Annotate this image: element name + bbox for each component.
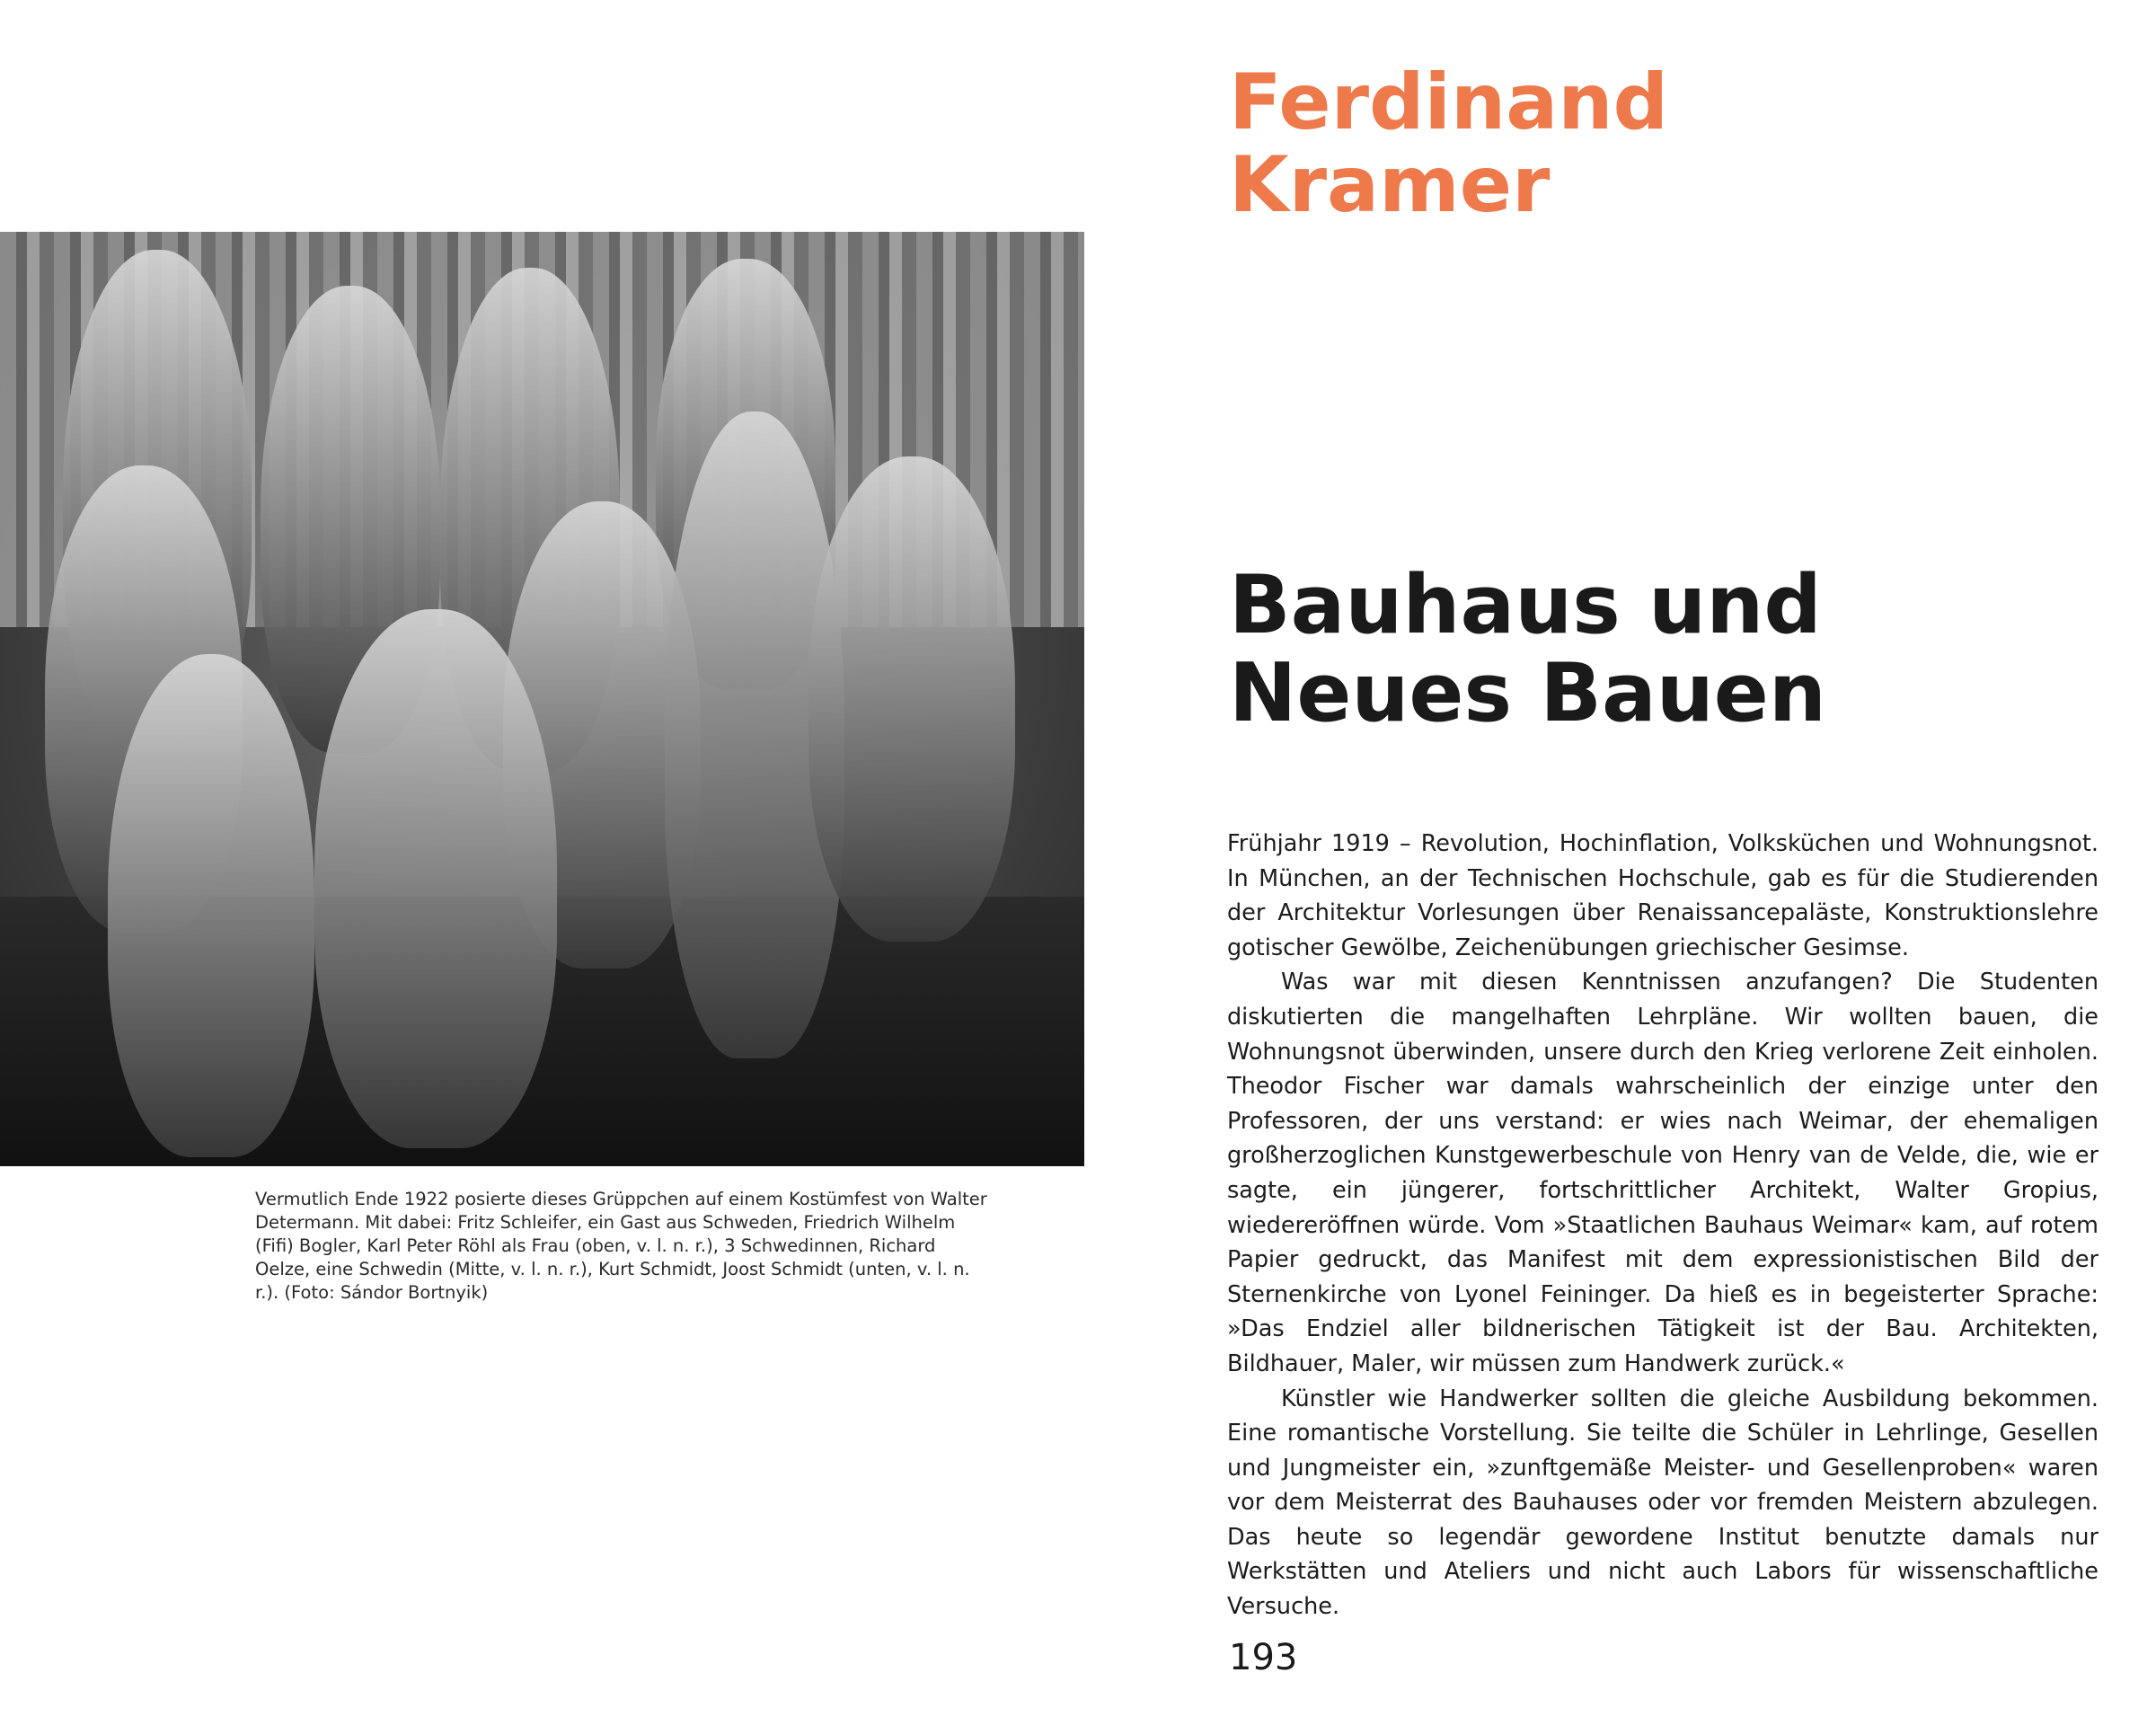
author-last-name: Kramer bbox=[1229, 140, 1551, 230]
body-paragraph: Frühjahr 1919 – Revolution, Hochinflation, Volksküchen und Wohnungsnot. In München, an der Technischen Hochschule, gab es für die Studierenden der Architektur Vorlesungen über Renaissancepaläste, Konstruktionslehre gotischer Gewölbe, Zeichenübungen griechischer Gesimse. bbox=[1227, 830, 2099, 961]
author-first-name: Ferdinand bbox=[1229, 58, 1669, 147]
photo-figure bbox=[108, 654, 314, 1157]
page-number: 193 bbox=[1229, 1637, 1298, 1678]
costume-party-photo bbox=[0, 232, 1084, 1166]
body-text bbox=[1227, 827, 2099, 1624]
body-paragraph: Was war mit diesen Kenntnissen anzufangen? Die Studenten diskutierten die mangelhaften Lehrpläne. Wir wollten bauen, die Wohnungsnot überwinden, unsere durch den Krieg verlorene Zeit einholen. Theodor Fischer war damals wahrscheinlich der einzige unter den Professoren, der uns verstand: er wies nach Weimar, der ehemaligen großherzoglichen Kunstgewerbeschule von Henry van de Velde, die, wie er sagte, ein jüngerer, fortschrittlicher Architekt, Walter Gropius, wiedereröffnen würde. Vom »Staatlichen Bauhaus Weimar« kam, auf rotem Papier gedruckt, das Manifest mit dem expressionistischen Bild der Sternenkirche von Lyonel Feininger. Da hieß es in begeisterter Sprache: »Das Endziel aller bildnerischen Tätigkeit ist der Bau. Architekten, Bildhauer, Maler, wir müssen zum Handwerk zurück.« bbox=[1227, 969, 2099, 1377]
chapter-title-line-2: Neues Bauen bbox=[1229, 646, 1826, 740]
author-name bbox=[1229, 58, 1669, 230]
chapter-title bbox=[1229, 558, 1826, 740]
photo-caption: Vermutlich Ende 1922 posierte dieses Grüppchen auf einem Kostümfest von Walter Determann. Mit dabei: Fritz Schleifer, ein Gast aus Schweden, Friedrich Wilhelm (Fifi) Bogler, Karl Peter Röhl als Frau (oben, v. l. n. r.), 3 Schwedinnen, Richard Oelze, eine Schwedin (Mitte, v. l. n. r.), Kurt Schmidt, Joost Schmidt (unten, v. l. n. r.). (Foto: Sándor Bortnyik) bbox=[255, 1189, 987, 1303]
body-paragraph: Künstler wie Handwerker sollten die gleiche Ausbildung bekommen. Eine romantische Vorstellung. Sie teilte die Schüler in Lehrlinge, Gesellen und Jungmeister ein, »zunftgemäße Meister- und Gesellenproben« waren vor dem Meisterrat des Bauhauses oder vor fremden Meistern abzulegen. Das heute so legendär gewordene Institut benutzte damals nur Werkstätten und Ateliers und nicht auch Labors für wissenschaftliche Versuche. bbox=[1227, 1385, 2099, 1621]
photo-figure bbox=[314, 609, 557, 1148]
chapter-title-line-1: Bauhaus und bbox=[1229, 558, 1822, 652]
photo-figure bbox=[808, 456, 1015, 942]
